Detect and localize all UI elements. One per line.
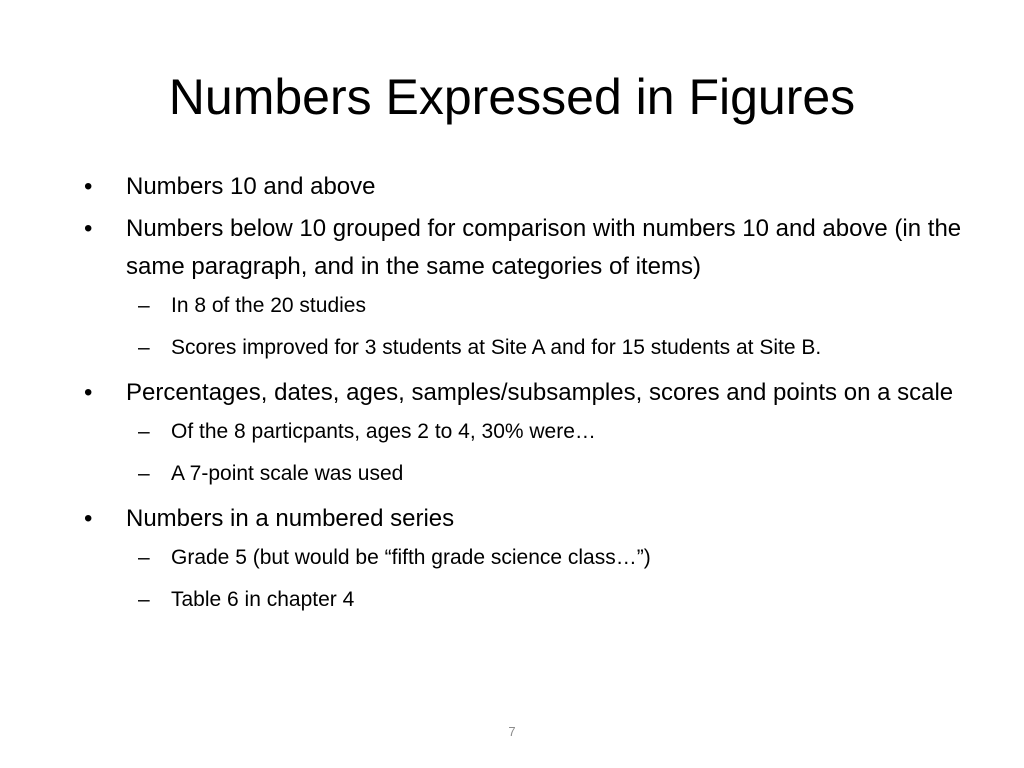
sub-bullet-text: In 8 of the 20 studies [171,294,366,317]
bullet-item [84,168,984,206]
sub-bullet-text: A 7-point scale was used [171,462,404,485]
sub-bullet-text: Of the 8 particpants, ages 2 to 4, 30% were… [171,420,596,443]
bullet-icon: • [84,505,93,532]
sub-bullet-text: Grade 5 (but would be “fifth grade science class…”) [171,546,651,569]
dash-icon: – [138,336,150,359]
dash-icon: – [138,420,150,443]
sub-bullet-item [84,290,984,322]
bullet-text: Percentages, dates, ages, samples/subsamples, scores and points on a scale [126,379,954,406]
bullet-item [84,500,984,538]
dash-icon: – [138,462,150,485]
bullet-icon: • [84,379,93,406]
sub-bullet-item [84,584,984,616]
bullet-text: Numbers below 10 grouped for comparison with numbers 10 and above (in the same paragraph, and in the same categories of items) [126,215,962,280]
sub-bullet-item [84,332,984,364]
bullet-icon: • [84,173,93,200]
sub-bullet-text: Scores improved for 3 students at Site A and for 15 students at Site B. [171,336,822,359]
dash-icon: – [138,588,150,611]
slide-title: Numbers Expressed in Figures [168,69,856,125]
slide-content [84,168,984,626]
sub-bullet-item [84,458,984,490]
sub-bullet-text: Table 6 in chapter 4 [171,588,355,611]
sub-bullet-item [84,542,984,574]
dash-icon: – [138,546,150,569]
bullet-icon: • [84,215,93,242]
page-number: 7 [508,724,516,739]
bullet-text: Numbers in a numbered series [126,505,455,532]
dash-icon: – [138,294,150,317]
bullet-item [84,210,984,286]
sub-bullet-item [84,416,984,448]
bullet-text: Numbers 10 and above [126,173,376,200]
bullet-item [84,374,984,412]
